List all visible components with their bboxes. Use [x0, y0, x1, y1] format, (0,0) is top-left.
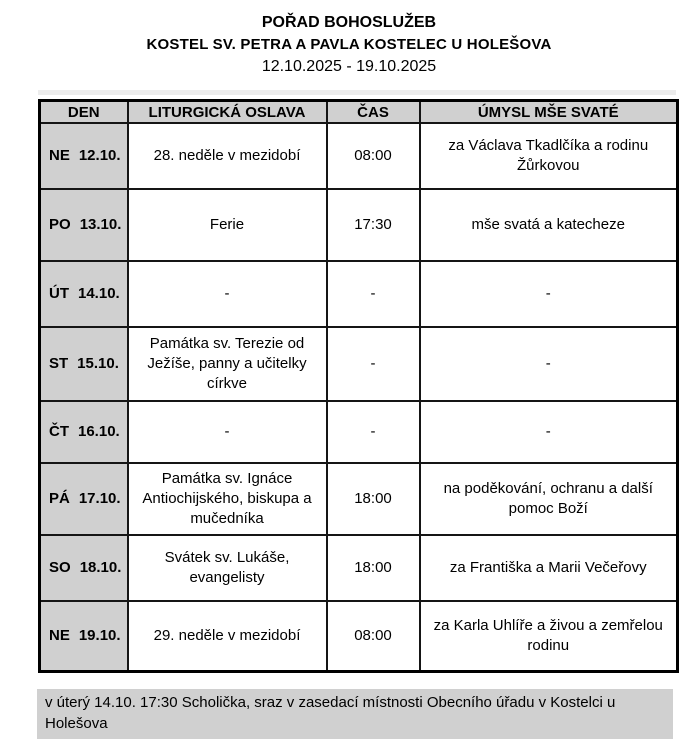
day-abbr: ST — [49, 355, 69, 372]
table-row — [40, 123, 678, 189]
column-header-cas: ČAS — [327, 101, 420, 124]
day-date: 16.10. — [78, 423, 120, 440]
page-title: POŘAD BOHOSLUŽEB — [261, 14, 437, 31]
intention-cell: mše svatá a katecheze — [420, 189, 678, 261]
day-cell — [40, 463, 128, 535]
celebration-cell: Svátek sv. Lukáše, evangelisty — [128, 535, 327, 601]
column-header-liturgicka-oslava: LITURGICKÁ OSLAVA — [128, 101, 327, 124]
intention-cell: za Františka a Marii Večeřovy — [420, 535, 678, 601]
time-cell: 17:30 — [327, 189, 420, 261]
table-row — [40, 601, 678, 672]
day-abbr: NE — [49, 147, 70, 164]
time-cell: - — [327, 401, 420, 463]
day-abbr: ÚT — [49, 285, 69, 302]
intention-cell: za Václava Tkadlčíka a rodinu Žůrkovou — [420, 123, 678, 189]
celebration-cell: - — [128, 401, 327, 463]
document-header — [0, 0, 698, 78]
table-row — [40, 189, 678, 261]
celebration-cell: 29. neděle v mezidobí — [128, 601, 327, 672]
intention-cell: - — [420, 261, 678, 327]
day-date: 17.10. — [78, 490, 121, 507]
intention-cell: - — [420, 401, 678, 463]
time-cell: 18:00 — [327, 535, 420, 601]
time-cell: 08:00 — [327, 601, 420, 672]
table-row — [40, 327, 678, 401]
day-cell — [40, 123, 128, 189]
column-header-umysl: ÚMYSL MŠE SVATÉ — [420, 101, 678, 124]
time-cell: - — [327, 261, 420, 327]
celebration-cell: - — [128, 261, 327, 327]
day-cell — [40, 261, 128, 327]
day-abbr: ČT — [49, 423, 69, 440]
day-cell — [40, 189, 128, 261]
day-date: 19.10. — [78, 627, 121, 644]
table-row — [40, 401, 678, 463]
schedule-table — [38, 99, 679, 673]
table-row — [40, 261, 678, 327]
intention-cell: za Karla Uhlíře a živou a zemřelou rodinu — [420, 601, 678, 672]
scan-artifact-strip — [38, 90, 676, 95]
church-name: KOSTEL SV. PETRA A PAVLA KOSTELEC U HOLEŠOVA — [146, 36, 552, 53]
day-date: 12.10. — [78, 147, 121, 164]
table-header-row — [40, 101, 678, 124]
date-range: 12.10.2025 - 19.10.2025 — [261, 58, 437, 75]
day-date: 18.10. — [79, 559, 122, 576]
day-cell — [40, 535, 128, 601]
day-abbr: PÁ — [49, 490, 70, 507]
column-header-den: DEN — [40, 101, 128, 124]
time-cell: 18:00 — [327, 463, 420, 535]
intention-cell: - — [420, 327, 678, 401]
day-date: 14.10. — [78, 285, 120, 302]
day-date: 13.10. — [79, 216, 122, 233]
footer-note: v úterý 14.10. 17:30 Scholička, sraz v zasedací místnosti Obecního úřadu v Kostelci u Holešova — [37, 689, 673, 739]
celebration-cell: Ferie — [128, 189, 327, 261]
celebration-cell: 28. neděle v mezidobí — [128, 123, 327, 189]
intention-cell: na poděkování, ochranu a další pomoc Boží — [420, 463, 678, 535]
time-cell: - — [327, 327, 420, 401]
table-row — [40, 463, 678, 535]
table-row — [40, 535, 678, 601]
day-cell — [40, 327, 128, 401]
day-abbr: NE — [49, 627, 70, 644]
day-abbr: PO — [49, 216, 71, 233]
day-cell — [40, 601, 128, 672]
celebration-cell: Památka sv. Ignáce Antiochijského, biskupa a mučedníka — [128, 463, 327, 535]
celebration-cell: Památka sv. Terezie od Ježíše, panny a učitelky církve — [128, 327, 327, 401]
day-cell — [40, 401, 128, 463]
day-date: 15.10. — [77, 355, 119, 372]
day-abbr: SO — [49, 559, 71, 576]
time-cell: 08:00 — [327, 123, 420, 189]
